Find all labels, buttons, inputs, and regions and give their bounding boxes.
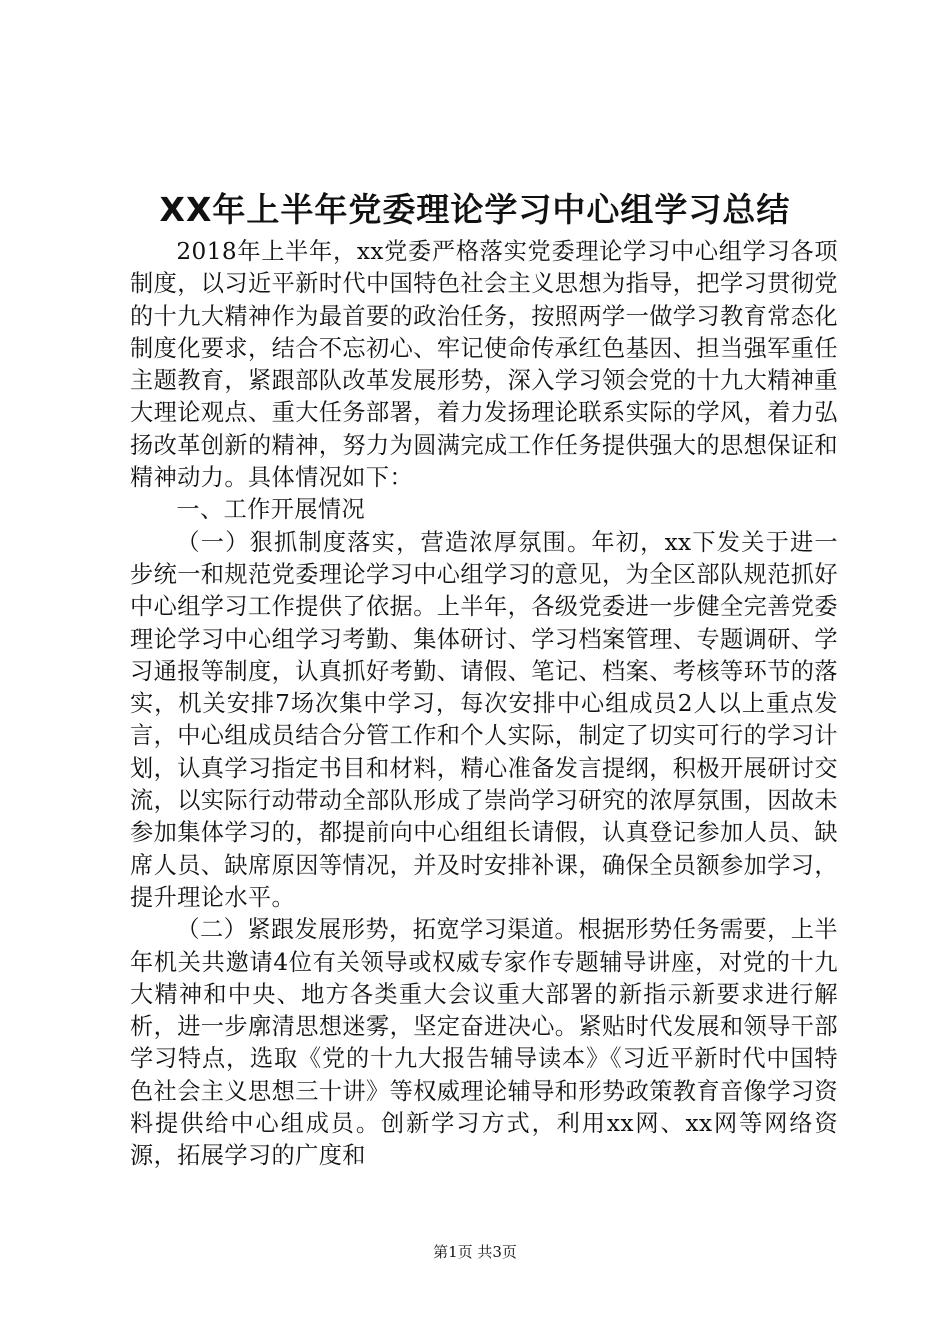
page-number-total: 共3页 <box>477 1243 517 1261</box>
document-body <box>130 236 838 1173</box>
document-title: XX年上半年党委理论学习中心组学习总结 <box>159 190 791 229</box>
section-heading: 一、工作开展情况 <box>176 496 366 524</box>
subsection-paragraph-1: （一）狠抓制度落实，营造浓厚氛围。年初，xx下发关于进一步统一和规范党委理论学习中心组学习的意见，为全区部队规范抓好中心组学习工作提供了依据。上半年，各级党委进一步健全完善党委理论学习中心组学习考勤、集体研讨、学习档案管理、专题调研、学习通报等制度，认真抓好考勤、请假、笔记、档案、考核等环节的落实，机关安排7场次集中学习，每次安排中心组成员2人以上重点发言，中心组成员结合分管工作和个人实际，制定了切实可行的学习计划，认真学习指定书目和材料，精心准备发言提纲，积极开展研讨交流，以实际行动带动全部队形成了崇尚学习研究的浓厚氛围，因故未参加集体学习的，都提前向中心组组长请假，认真登记参加人员、缺席人员、缺席原因等情况，并及时安排补课，确保全员额参加学习，提升理论水平。 <box>130 528 838 911</box>
page-footer <box>0 1242 950 1262</box>
intro-paragraph: 2018年上半年，xx党委严格落实党委理论学习中心组学习各项制度，以习近平新时代中国特色社会主义思想为指导，把学习贯彻党的十九大精神作为最首要的政治任务，按照两学一做学习教育常态化制度化要求，结合不忘初心、牢记使命传承红色基因、担当强军重任主题教育，紧跟部队改革发展形势，深入学习领会党的十九大精神重大理论观点、重大任务部署，着力发扬理论联系实际的学风，着力弘扬改革创新的精神，努力为圆满完成工作任务提供强大的思想保证和精神动力。具体情况如下： <box>130 238 838 492</box>
subsection-paragraph-2: （二）紧跟发展形势，拓宽学习渠道。根据形势任务需要，上半年机关共邀请4位有关领导或权威专家作专题辅导讲座，对党的十九大精神和中央、地方各类重大会议重大部署的新指示新要求进行解析，进一步廓清思想迷雾，坚定奋进决心。紧贴时代发展和领导干部学习特点，选取《党的十九大报告辅导读本》《习近平新时代中国特色社会主义思想三十讲》等权威理论辅导和形势政策教育音像学习资料提供给中心组成员。创新学习方式，利用xx网、xx网等网络资源，拓展学习的广度和 <box>130 916 838 1170</box>
page-number-current: 第1页 <box>433 1243 473 1261</box>
